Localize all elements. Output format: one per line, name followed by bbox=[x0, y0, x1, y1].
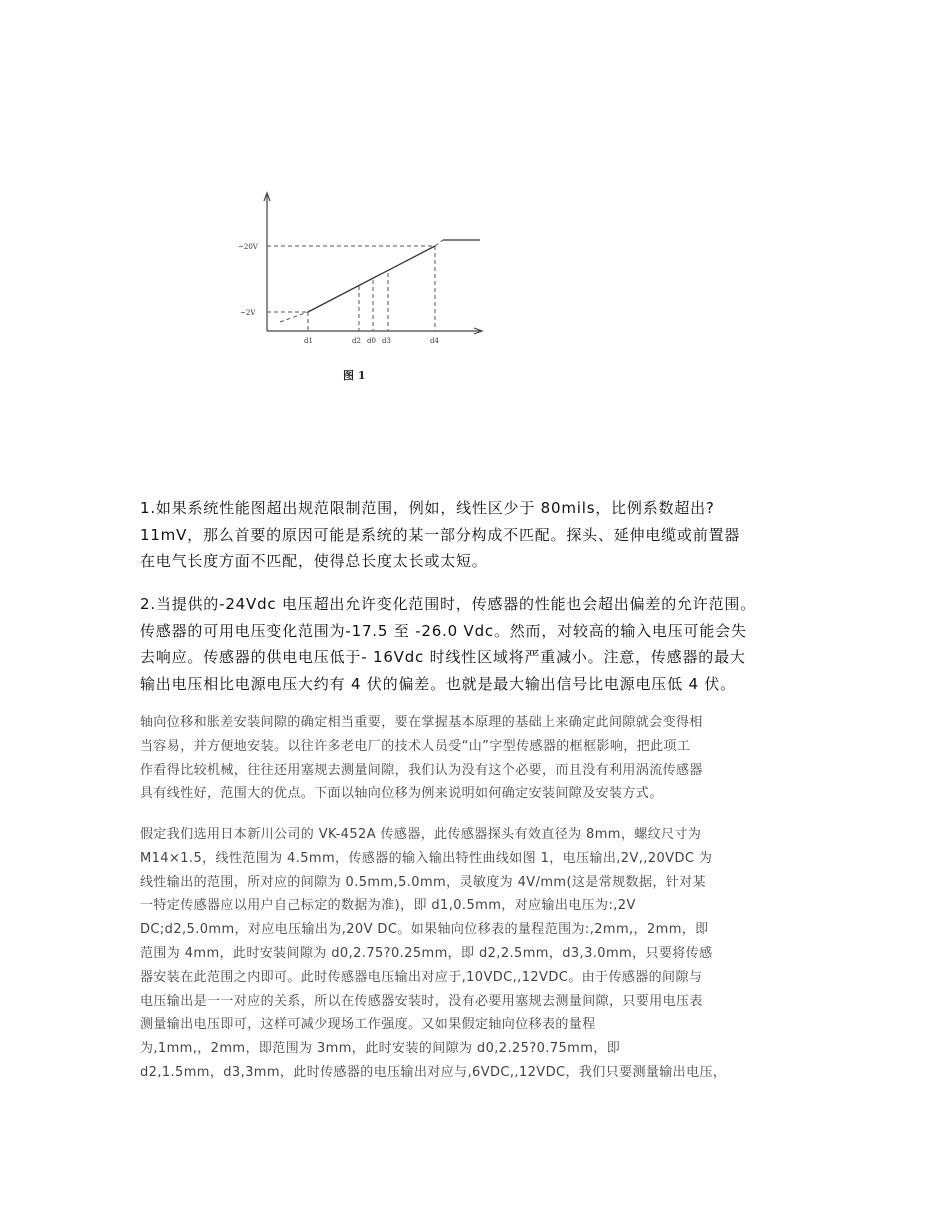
paragraph-1-line: 在电气长度方面不匹配，使得总长度太长或太短。 bbox=[140, 552, 488, 570]
paragraph-4-line: d2,1.5mm，d3,3mm，此时传感器的电压输出对应与,6VDC,,12VDC，我们只要测量输出电压， bbox=[140, 1064, 727, 1080]
transfer-characteristic-figure bbox=[228, 185, 498, 390]
paragraph-3-line: 当容易，并方便地安装。以往许多老电厂的技术人员受“山”字型传感器的框框影响，把此项工 bbox=[140, 738, 691, 754]
paragraph-3-line: 作看得比较机械，往往还用塞规去测量间隙，我们认为没有这个必要，而且没有利用涡流传感器 bbox=[140, 762, 703, 778]
figure-svg bbox=[228, 185, 498, 390]
paragraph-4-line: 器安装在此范围之内即可。此时传感器电压输出对应于,10VDC,,12VDC。由于传感器的间隙与 bbox=[140, 969, 703, 985]
paragraph-4-line: DC;d2,5.0mm，对应电压输出为,20V DC。如果轴向位移表的量程范围为:,2mm,，2mm，即 bbox=[140, 922, 709, 938]
x-label-d1: d1 bbox=[304, 337, 313, 345]
y-label-2v: ~2V bbox=[240, 309, 256, 317]
paragraph-4-line: 测量输出电压即可，这样可减少现场工作强度。又如果假定轴向位移表的量程 bbox=[140, 1017, 596, 1033]
paragraph-4-line: 线性输出的范围，所对应的间隙为 0.5mm,5.0mm，灵敏度为 4V/mm(这是常规数据，针对某 bbox=[140, 874, 706, 890]
paragraph-4 bbox=[140, 823, 830, 1085]
paragraph-3-line: 具有线性好，范围大的优点。下面以轴向位移为例来说明如何确定安装间隙及安装方式。 bbox=[140, 786, 663, 802]
paragraph-2-line: 输出电压相比电源电压大约有 4 伏的偏差。也就是最大输出信号比电源电压低 4 伏。 bbox=[140, 674, 736, 693]
x-label-d2: d2 bbox=[352, 337, 361, 345]
curve-lower-tail bbox=[280, 312, 308, 322]
paragraph-4-line: M14×1.5，线性范围为 4.5mm，传感器的输入输出特性曲线如图 1，电压输出,2V,,20VDC 为 bbox=[140, 850, 713, 866]
paragraph-4-line: 假定我们选用日本新川公司的 VK-452A 传感器，此传感器探头有效直径为 8mm，螺纹尺寸为 bbox=[140, 827, 702, 842]
paragraph-2-line: 传感器的可用电压变化范围为-17.5 至 -26.0 Vdc。然而，对较高的输入电压可能会失 bbox=[140, 621, 747, 640]
paragraph-4-line: 范围为 4mm，此时安装间隙为 d0,2.75?0.25mm，即 d2,2.5mm，d3,3.0mm，只要将传感 bbox=[140, 945, 713, 961]
paragraph-4-line: 电压输出是一一对应的关系，所以在传感器安装时，没有必要用塞规去测量间隙，只要用电压表 bbox=[140, 993, 703, 1009]
paragraph-2-line: 2.当提供的-24Vdc 电压超出允许变化范围时，传感器的性能也会超出偏差的允许范围。 bbox=[140, 595, 757, 613]
paragraph-1 bbox=[140, 495, 820, 575]
curve-linear-region bbox=[308, 246, 435, 312]
paragraph-3-line: 轴向位移和胀差安装间隙的确定相当重要，要在掌握基本原理的基础上来确定此间隙就会变得相 bbox=[140, 715, 703, 730]
x-label-d4: d4 bbox=[430, 337, 439, 345]
paragraph-1-line: 1.如果系统性能图超出规范限制范围，例如，线性区少于 80mils，比例系数超出? bbox=[140, 499, 715, 517]
paragraph-1-line: 11mV，那么首要的原因可能是系统的某一部分构成不匹配。探头、延伸电缆或前置器 bbox=[140, 525, 741, 544]
paragraph-3 bbox=[140, 711, 830, 806]
paragraph-4-line: 一特定传感器应以用户自己标定的数据为准)，即 d1,0.5mm，对应输出电压为:,2V bbox=[140, 898, 636, 914]
paragraph-4-line: 为,1mm,，2mm，即范围为 3mm，此时安装的间隙为 d0,2.25?0.75mm，即 bbox=[140, 1041, 621, 1057]
x-label-d3: d3 bbox=[382, 337, 391, 345]
y-label-20v: ~20V bbox=[238, 243, 258, 251]
x-label-d0: d0 bbox=[367, 337, 376, 345]
paragraph-2-line: 去响应。传感器的供电电压低于- 16Vdc 时线性区域将严重减小。注意，传感器的最大 bbox=[140, 648, 746, 666]
curve-knee bbox=[435, 240, 443, 246]
paragraph-2 bbox=[140, 591, 820, 697]
figure-caption: 图 1 bbox=[343, 369, 366, 382]
